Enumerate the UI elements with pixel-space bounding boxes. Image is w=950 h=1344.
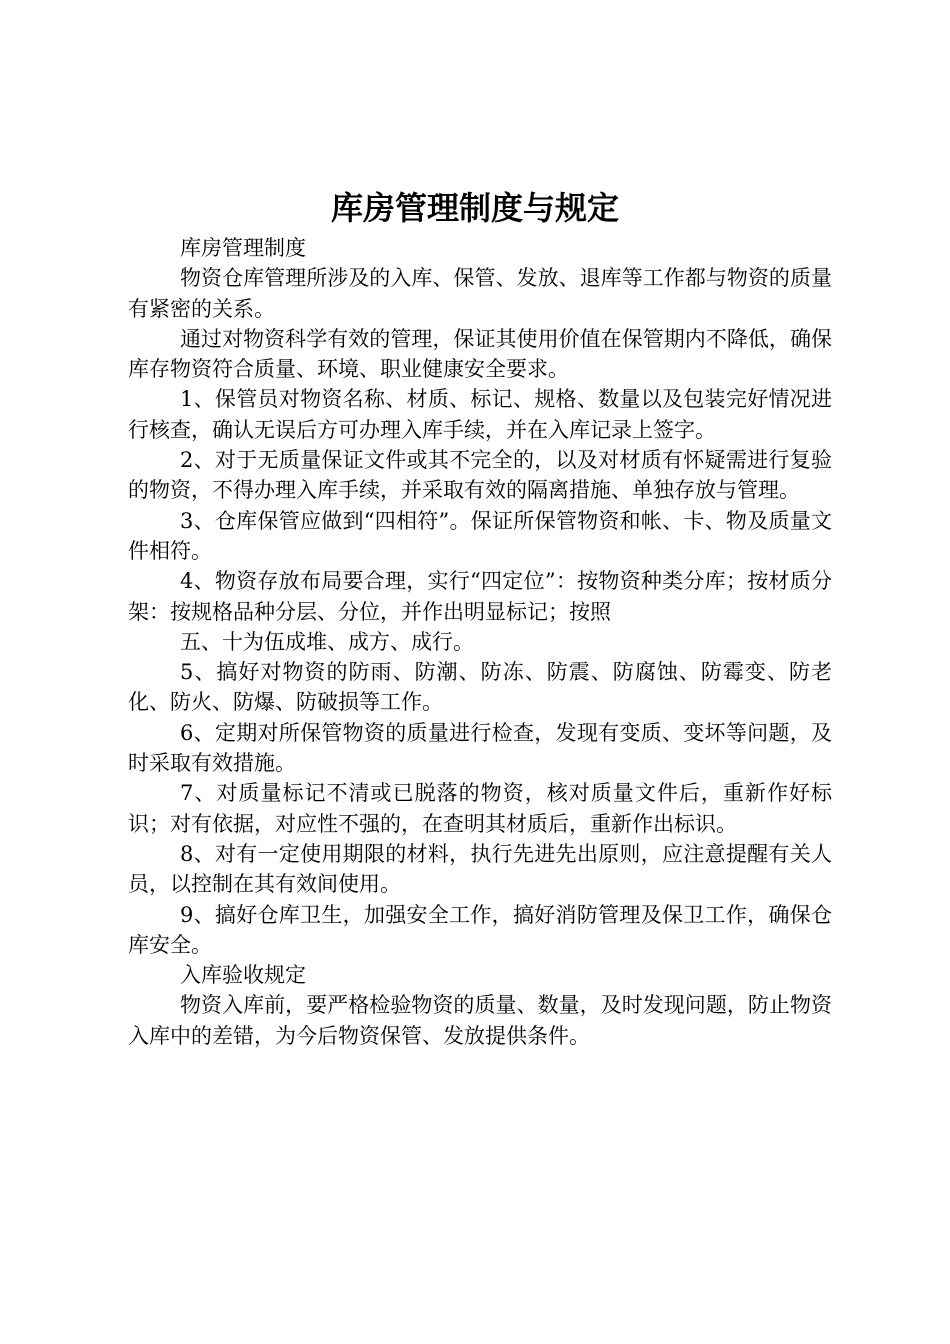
document-title: 库房管理制度与规定: [330, 189, 619, 227]
section-heading-warehouse-rules: 库房管理制度: [180, 236, 306, 260]
rule-item-2: 2、对于无质量保证文件或其不完全的，以及对材质有怀疑需进行复验的物资，不得办理入库手续，并采取有效的隔离措施、单独存放与管理。: [128, 448, 832, 503]
rule-item-7: 7、对质量标记不清或已脱落的物资，核对质量文件后，重新作好标识；对有依据，对应性不强的，在查明其材质后，重新作出标识。: [128, 781, 832, 836]
rule-item-9: 9、搞好仓库卫生，加强安全工作，搞好消防管理及保卫工作，确保仓库安全。: [128, 902, 832, 957]
rule-item-5: 5、搞好对物资的防雨、防潮、防冻、防震、防腐蚀、防霉变、防老化、防火、防爆、防破损等工作。: [128, 660, 832, 715]
paragraph-inbound-inspection: 物资入库前，要严格检验物资的质量、数量，及时发现问题，防止物资入库中的差错，为今后物资保管、发放提供条件。: [128, 993, 832, 1048]
rule-item-6: 6、定期对所保管物资的质量进行检查，发现有变质、变坏等问题，及时采取有效措施。: [128, 720, 832, 776]
paragraph-purpose: 通过对物资科学有效的管理，保证其使用价值在保管期内不降低，确保库存物资符合质量、环境、职业健康安全要求。: [128, 326, 832, 382]
rule-item-1: 1、保管员对物资名称、材质、标记、规格、数量以及包装完好情况进行核查，确认无误后方可办理入库手续，并在入库记录上签字。: [128, 387, 832, 442]
paragraph-intro: 物资仓库管理所涉及的入库、保管、发放、退库等工作都与物资的质量有紧密的关系。: [128, 266, 832, 321]
document-body: [128, 233, 832, 1051]
section-heading-inbound-inspection: 入库验收规定: [180, 963, 306, 988]
rule-item-8: 8、对有一定使用期限的材料，执行先进先出原则，应注意提醒有关人员，以控制在其有效间使用。: [128, 841, 832, 897]
rule-item-4-continued: 五、十为伍成堆、成方、成行。: [180, 629, 474, 654]
rule-item-4: 4、物资存放布局要合理，实行“四定位”：按物资种类分库；按材质分架：按规格品种分层、分位，并作出明显标记；按照: [128, 569, 832, 624]
rule-item-3: 3、仓库保管应做到“四相符”。保证所保管物资和帐、卡、物及质量文件相符。: [128, 508, 832, 563]
